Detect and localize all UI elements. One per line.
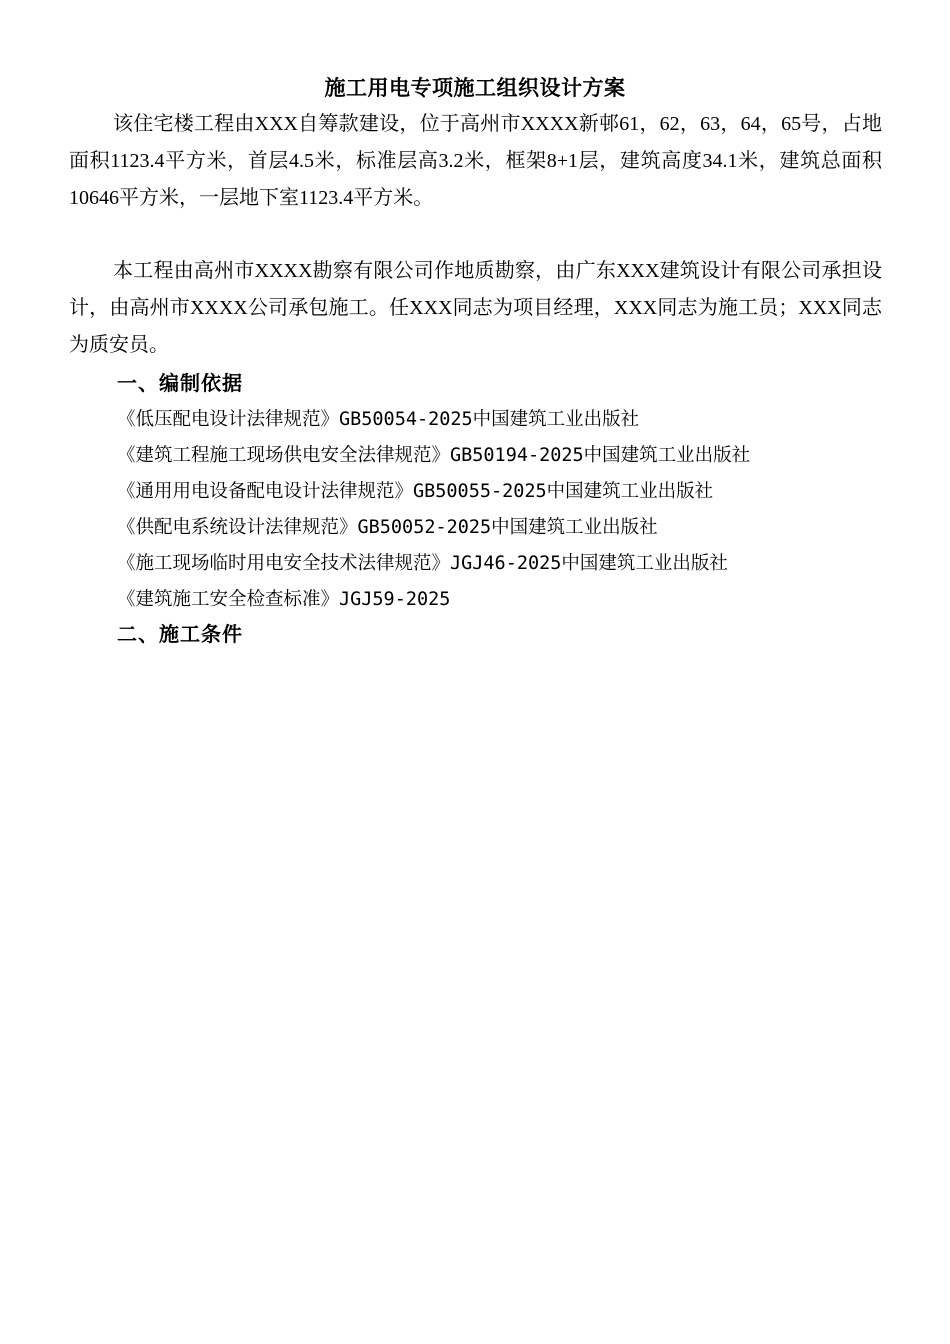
reference-item: 《低压配电设计法律规范》GB50054-2025中国建筑工业出版社 — [117, 409, 640, 430]
reference-list — [117, 402, 750, 618]
reference-item: 《通用用电设备配电设计法律规范》GB50055-2025中国建筑工业出版社 — [117, 481, 714, 502]
contractor-paragraph: 本工程由高州市XXXX勘察有限公司作地质勘察，由广东XXX建筑设计有限公司承担设计，由高州市XXXX公司承包施工。任XXX同志为项目经理，XXX同志为施工员；XXX同志为质安员。 — [69, 260, 882, 356]
document-title: 施工用电专项施工组织设计方案 — [324, 76, 626, 100]
reference-item: 《施工现场临时用电安全技术法律规范》JGJ46-2025中国建筑工业出版社 — [117, 553, 728, 574]
reference-item: 《供配电系统设计法律规范》GB50052-2025中国建筑工业出版社 — [117, 517, 658, 538]
section-heading-conditions: 二、施工条件 — [117, 624, 243, 646]
intro-paragraph: 该住宅楼工程由XXX自筹款建设，位于高州市XXXX新邨61，62，63，64，65号，占地面积1123.4平方米，首层4.5米，标准层高3.2米，框架8+1层，建筑高度34.1米，建筑总面积10646平方米，一层地下室1123.4平方米。 — [69, 113, 882, 209]
section-heading-basis: 一、编制依据 — [117, 373, 243, 395]
reference-item: 《建筑工程施工现场供电安全法律规范》GB50194-2025中国建筑工业出版社 — [117, 445, 751, 466]
reference-item: 《建筑施工安全检查标准》JGJ59-2025 — [117, 589, 451, 610]
